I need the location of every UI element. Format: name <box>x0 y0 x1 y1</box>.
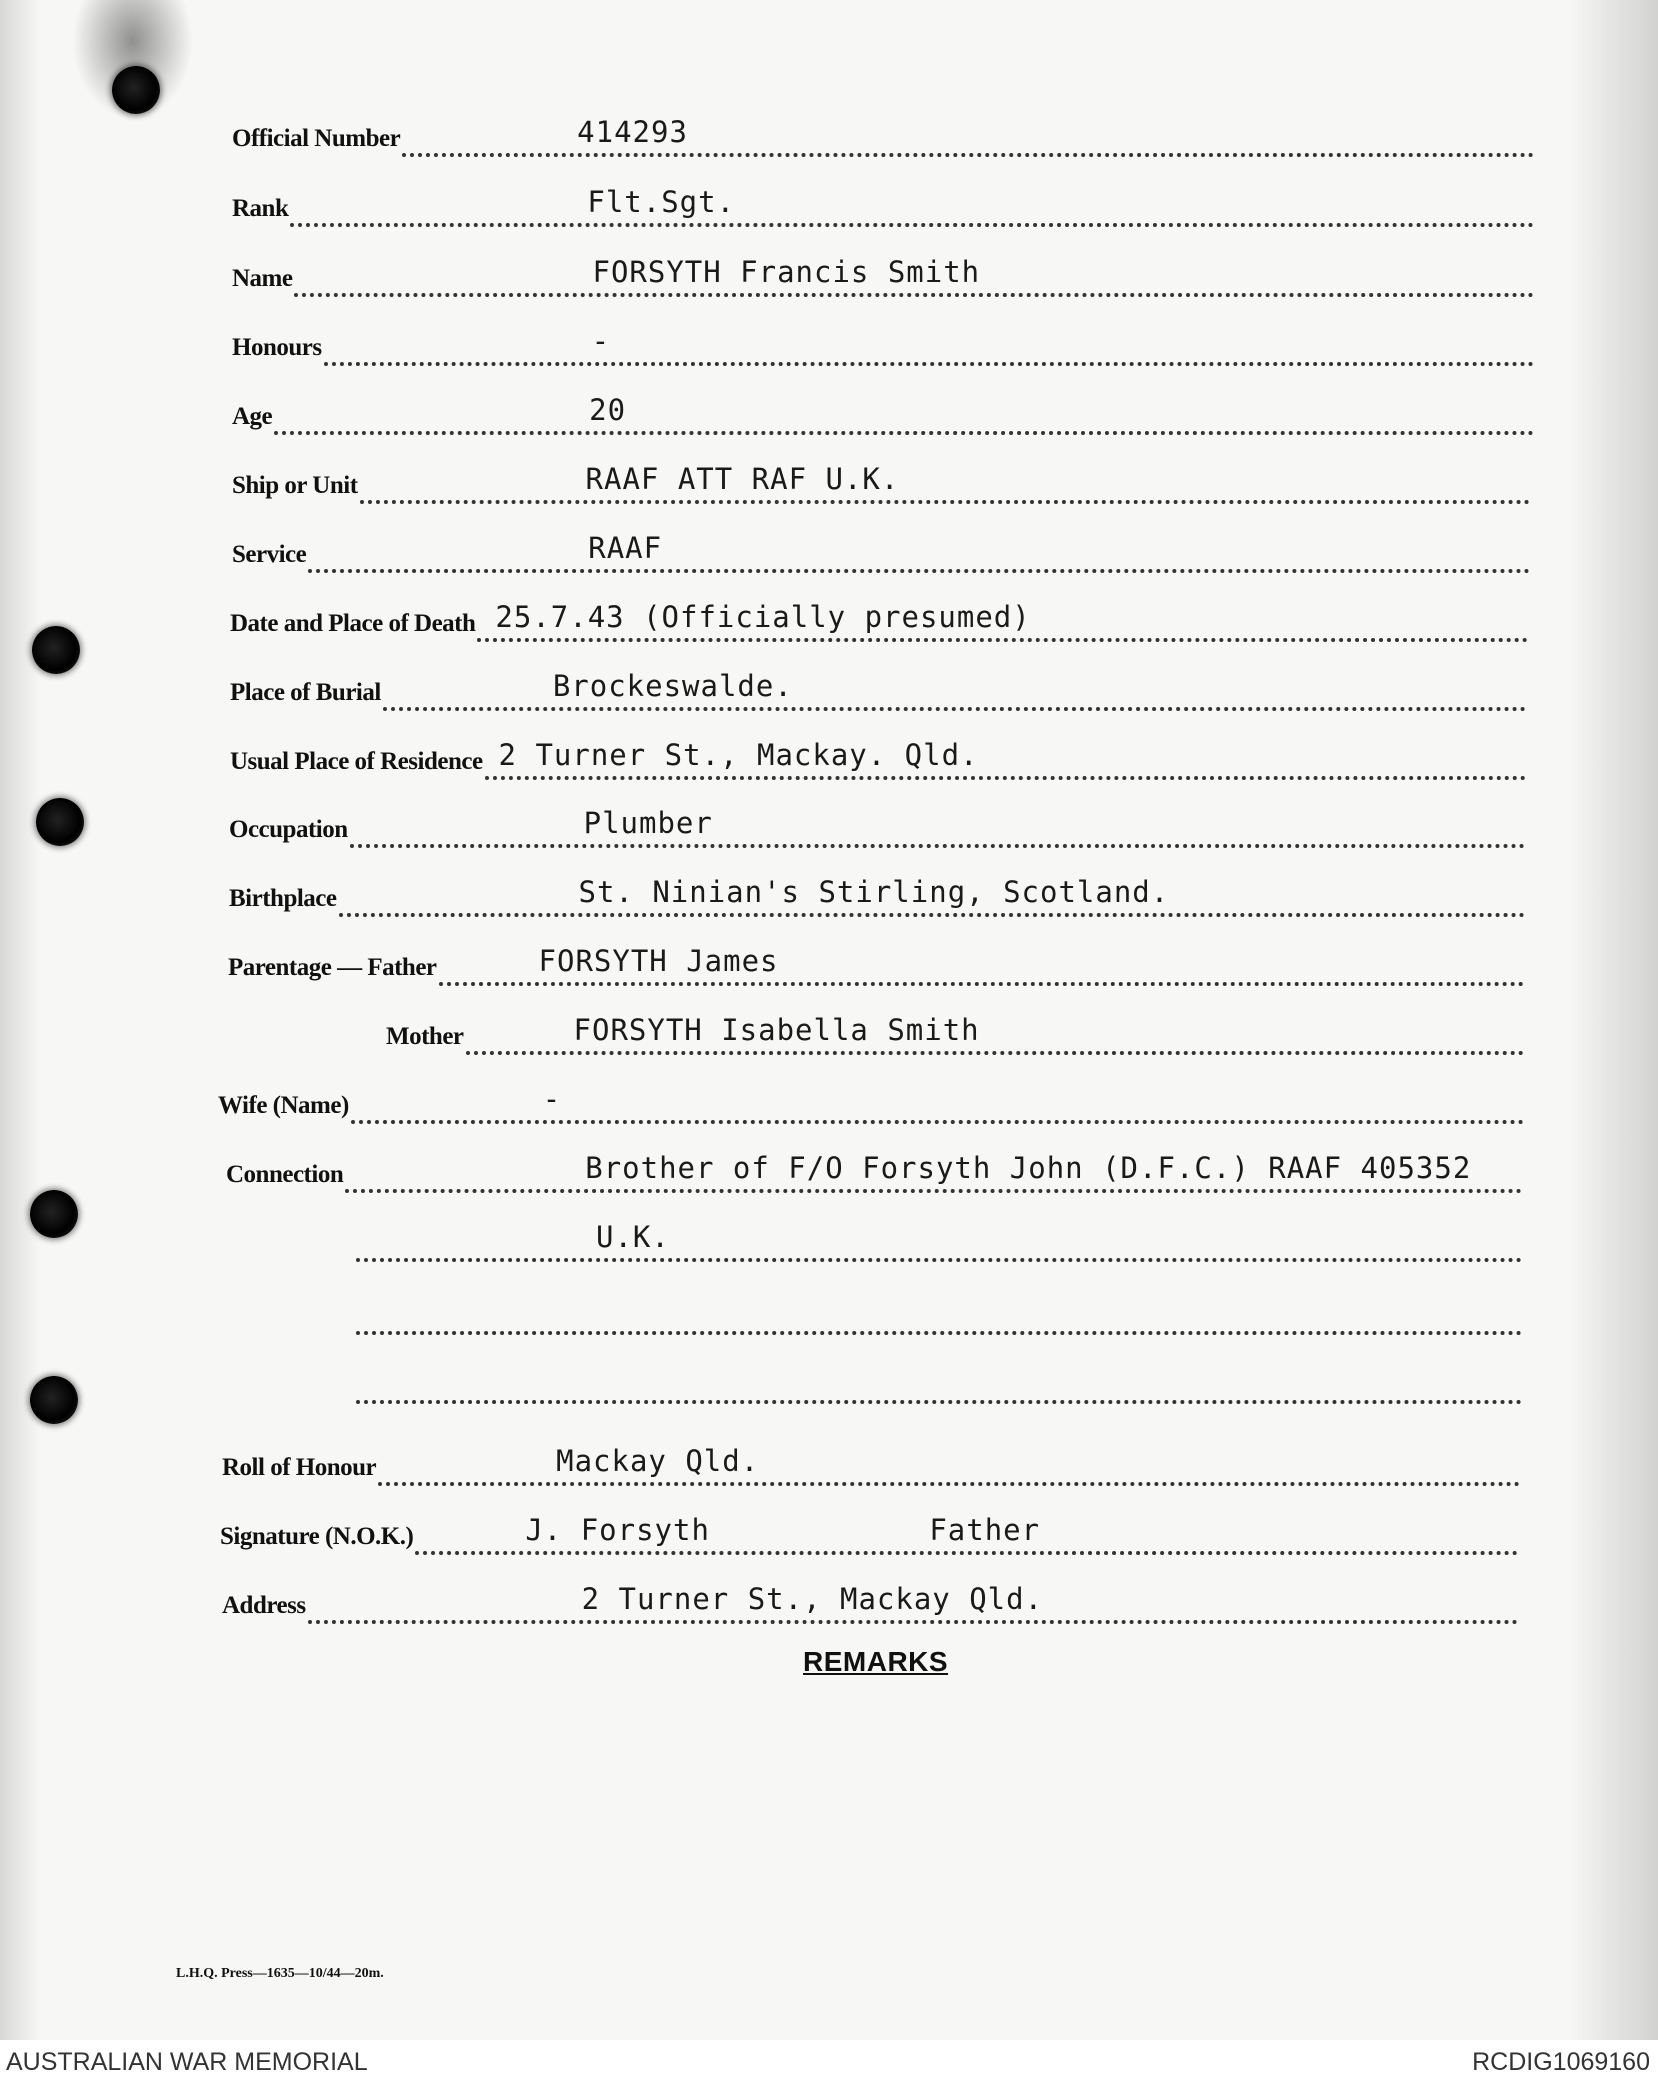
field-value: Mackay Qld. <box>556 1444 760 1478</box>
remarks-heading: REMARKS <box>803 1646 949 1677</box>
field-value: FORSYTH James <box>538 944 779 978</box>
field-value: RAAF ATT RAF U.K. <box>585 462 900 496</box>
field-value: Plumber <box>583 806 713 840</box>
field-parentage-father <box>228 946 1524 986</box>
field-value: U.K. <box>596 1220 670 1254</box>
field-honours <box>232 326 1534 366</box>
field-value: Brother of F/O Forsyth John (D.F.C.) RAAF 405352 <box>585 1151 1472 1185</box>
field-label: Parentage — Father <box>228 954 437 981</box>
field-birthplace <box>229 877 1525 917</box>
field-value: FORSYTH Francis Smith <box>592 255 981 289</box>
field-age <box>232 395 1534 435</box>
punch-hole <box>112 66 160 114</box>
blank-dotted-line <box>356 1327 1522 1335</box>
field-value: 414293 <box>577 115 688 149</box>
field-value: 2 Turner St., Mackay Qld. <box>581 1582 1044 1616</box>
field-usual-residence <box>230 740 1526 780</box>
field-value: 25.7.43 (Officially presumed) <box>495 600 1031 634</box>
field-label: Place of Burial <box>230 679 381 706</box>
field-label: Date and Place of Death <box>230 610 476 637</box>
field-label: Mother <box>386 1023 464 1050</box>
field-value: - <box>542 1082 562 1116</box>
punch-hole <box>30 1190 78 1238</box>
archive-footer <box>0 2040 1658 2082</box>
punch-hole <box>36 798 84 846</box>
field-value: 2 Turner St., Mackay. Qld. <box>498 738 979 772</box>
field-rank <box>232 187 1534 227</box>
field-address <box>222 1584 1518 1624</box>
field-connection-line2 <box>356 1222 1522 1262</box>
field-label: Roll of Honour <box>222 1454 377 1481</box>
printer-mark: L.H.Q. Press—1635—10/44—20m. <box>176 1966 384 1981</box>
footer-institution: AUSTRALIAN WAR MEMORIAL <box>6 2048 368 2076</box>
field-label: Occupation <box>229 816 348 843</box>
field-wife <box>218 1084 1524 1124</box>
field-label: Address <box>222 1592 306 1619</box>
field-label: Rank <box>232 195 289 222</box>
field-label: Name <box>232 265 293 292</box>
field-value: St. Ninian's Stirling, Scotland. <box>578 875 1170 909</box>
punch-hole <box>32 626 80 674</box>
field-label: Usual Place of Residence <box>230 748 483 775</box>
field-occupation <box>229 808 1525 848</box>
blank-dotted-line <box>356 1396 1522 1404</box>
field-place-of-burial <box>230 671 1526 711</box>
field-label: Honours <box>232 334 322 361</box>
field-label: Signature (N.O.K.) <box>220 1523 414 1550</box>
field-value: 20 <box>589 393 627 427</box>
field-label: Service <box>232 541 307 568</box>
field-roll-of-honour <box>222 1446 1520 1486</box>
field-signature-nok <box>220 1515 1518 1555</box>
field-official-number <box>232 117 1534 157</box>
field-value: Flt.Sgt. <box>587 185 736 219</box>
field-parentage-mother <box>386 1015 1524 1055</box>
field-label: Connection <box>226 1161 344 1188</box>
field-label: Age <box>232 403 273 430</box>
field-label: Ship or Unit <box>232 472 358 499</box>
field-value: FORSYTH Isabella Smith <box>573 1013 980 1047</box>
punch-hole <box>30 1376 78 1424</box>
field-value: Brockeswalde. <box>552 669 793 703</box>
field-value: J. Forsyth <box>525 1513 710 1547</box>
field-name <box>232 257 1534 297</box>
field-label: Wife (Name) <box>218 1092 349 1119</box>
field-label: Official Number <box>232 125 401 152</box>
field-value: - <box>591 324 611 358</box>
field-ship-or-unit <box>232 464 1530 504</box>
field-connection <box>226 1153 1522 1193</box>
field-service <box>232 533 1530 573</box>
field-date-place-death <box>230 602 1528 642</box>
field-label: Birthplace <box>229 885 337 912</box>
field-value-extra: Father <box>929 1513 1041 1547</box>
footer-record-id: RCDIG1069160 <box>1472 2048 1650 2076</box>
field-value: RAAF <box>588 531 663 565</box>
